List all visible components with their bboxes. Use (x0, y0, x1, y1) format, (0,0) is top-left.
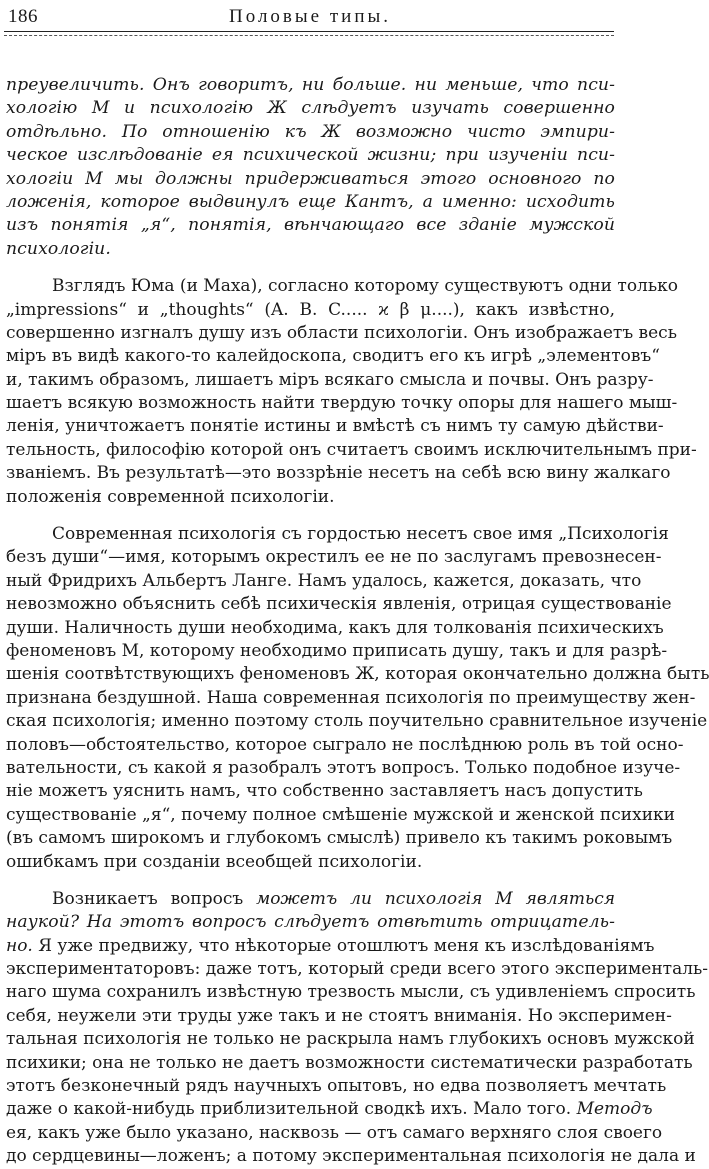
text-line: „impressions“ и „thoughts“ (A. B. C..... ϰ β μ....), какъ извѣстно, (6, 299, 615, 320)
paragraph-2 (6, 275, 697, 509)
italic-run: но. (6, 935, 33, 956)
text-line: психики; она не только не даетъ возможности систематически разработать (6, 1052, 693, 1073)
text-line: Современная психологія съ гордостью несетъ свое имя „Психологія (52, 524, 669, 545)
text-line: ея, какъ уже было указано, насквозь — отъ самаго верхняго слоя своего (6, 1122, 663, 1143)
text-line: до сердцевины—ложенъ; а потому экспериментальная психологія не дала и (6, 1146, 696, 1167)
text-line (6, 911, 615, 934)
text-line: этотъ безконечный рядъ научныхъ опытовъ, но едва позволяетъ мечтать (6, 1076, 667, 1097)
text-line: феноменовъ М, которому необходимо приписать душу, такъ и для разрѣ- (6, 640, 668, 661)
text-line: хологіи М мы должны придерживаться этого основного по (6, 168, 615, 189)
paragraph-4 (6, 888, 709, 1169)
text-line: званіемъ. Въ результатѣ—это воззрѣніе несетъ на себѣ всю вину жалкаго (6, 463, 671, 484)
text-line: ошибкамъ при созданіи всеобщей психологіи. (6, 851, 423, 872)
paragraph-1 (6, 74, 615, 261)
text-line: и, такимъ образомъ, лишаетъ міръ всякаго смысла и почвы. Онъ разру- (6, 369, 654, 390)
text-line: ская психологія; именно поэтому столь поучительно сравнительное изученіе (6, 711, 708, 732)
text-line (6, 935, 655, 958)
text-line: положенія современной психологіи. (6, 486, 335, 507)
page-number: 186 (8, 6, 38, 27)
paragraph-3 (6, 523, 709, 874)
text-line: совершенно изгналъ душу изъ области психологіи. Онъ изображаетъ весь (6, 322, 677, 343)
text-line: (въ самомъ широкомъ и глубокомъ смыслѣ) привело къ такимъ роковымъ (6, 828, 673, 849)
text-line: хологію М и психологію Ж слѣдуетъ изучать совершенно (6, 98, 615, 119)
text-run: Возникаетъ вопросъ (52, 888, 257, 909)
text-line: себя, неужели эти труды уже такъ и не стоятъ вниманія. Но эксперимен- (6, 1005, 672, 1026)
text-line: изъ понятія „я“, понятія, вѣнчающаго все зданіе мужской (6, 215, 615, 236)
italic-run: Методъ (576, 1099, 653, 1120)
text-line: тельность, философію которой онъ считаетъ своимъ исключительнымъ при- (6, 439, 697, 460)
text-line: существованіе „я“, почему полное смѣшеніе мужской и женской психики (6, 804, 675, 825)
text-line: ложенія, которое выдвинулъ еще Кантъ, а именно: исходить (6, 191, 615, 212)
text-run: Я уже предвижу, что нѣкоторые отошлютъ меня къ изслѣдованіямъ (32, 935, 655, 956)
text-line: ленія, уничтожаетъ понятіе истины и вмѣстѣ съ нимъ ту самую дѣйстви- (6, 416, 664, 437)
text-line (6, 888, 615, 911)
text-line: половъ—обстоятельство, которое сыграло не послѣднюю роль въ той осно- (6, 734, 684, 755)
italic-run: наукой? На этотъ вопросъ слѣдуетъ отвѣтить отрицатель- (6, 912, 615, 933)
text-line: ніе можетъ уяснить намъ, что собственно заставляетъ насъ допустить (6, 781, 643, 802)
text-line: безъ души“—имя, которымъ окрестилъ ее не по заслугамъ превознесен- (6, 547, 662, 568)
text-line: наго шума сохранилъ извѣстную трезвость мысли, съ удивленіемъ спросить (6, 982, 696, 1003)
text-line: души. Наличность души необходима, какъ для толкованія психическихъ (6, 617, 664, 638)
text-line: признана бездушной. Наша современная психологія по преимуществу жен- (6, 687, 696, 708)
text-line: экспериментаторовъ: даже тотъ, который среди всего этого эксперименталь- (6, 959, 709, 980)
text-line: ный Фридрихъ Альбертъ Ланге. Намъ удалось, кажется, доказать, что (6, 570, 642, 591)
text-run: даже о какой-нибудь приблизительной сводкѣ ихъ. Мало того. (6, 1099, 577, 1120)
header-rule (4, 31, 614, 32)
text-line: психологіи. (6, 238, 111, 259)
text-line: вательности, съ какой я разобралъ этотъ вопросъ. Только подобное изуче- (6, 757, 681, 778)
body-text (6, 74, 709, 1169)
text-line (6, 1098, 653, 1121)
header-rule-dashed (4, 35, 614, 36)
text-line: Взглядъ Юма (и Маха), согласно которому существуютъ одни только (52, 276, 678, 297)
text-line: преувеличить. Онъ говоритъ, ни больше. ни меньше, что пси- (6, 75, 615, 95)
text-line: шенія соотвѣтствующихъ феноменовъ Ж, которая окончательно должна быть (6, 664, 709, 685)
italic-run: можетъ ли психологія М являться (256, 888, 615, 909)
text-line: шаетъ всякую возможность найти твердую точку опоры для нашего мыш- (6, 393, 678, 414)
running-title: Половые типы. (228, 6, 392, 27)
text-line: тальная психологія не только не раскрыла намъ глубокихъ основъ мужской (6, 1029, 695, 1050)
text-line: ческое изслѣдованіе ея психической жизни; при изученіи пси- (6, 145, 615, 166)
text-line: міръ въ видѣ какого-то калейдоскопа, сводитъ его къ игрѣ „элементовъ“ (6, 346, 660, 367)
page-header (6, 4, 614, 34)
text-line: невозможно объяснить себѣ психическія явленія, отрицая существованіе (6, 594, 672, 615)
text-line: отдѣльно. По отношенію къ Ж возможно чисто эмпири- (6, 121, 615, 142)
